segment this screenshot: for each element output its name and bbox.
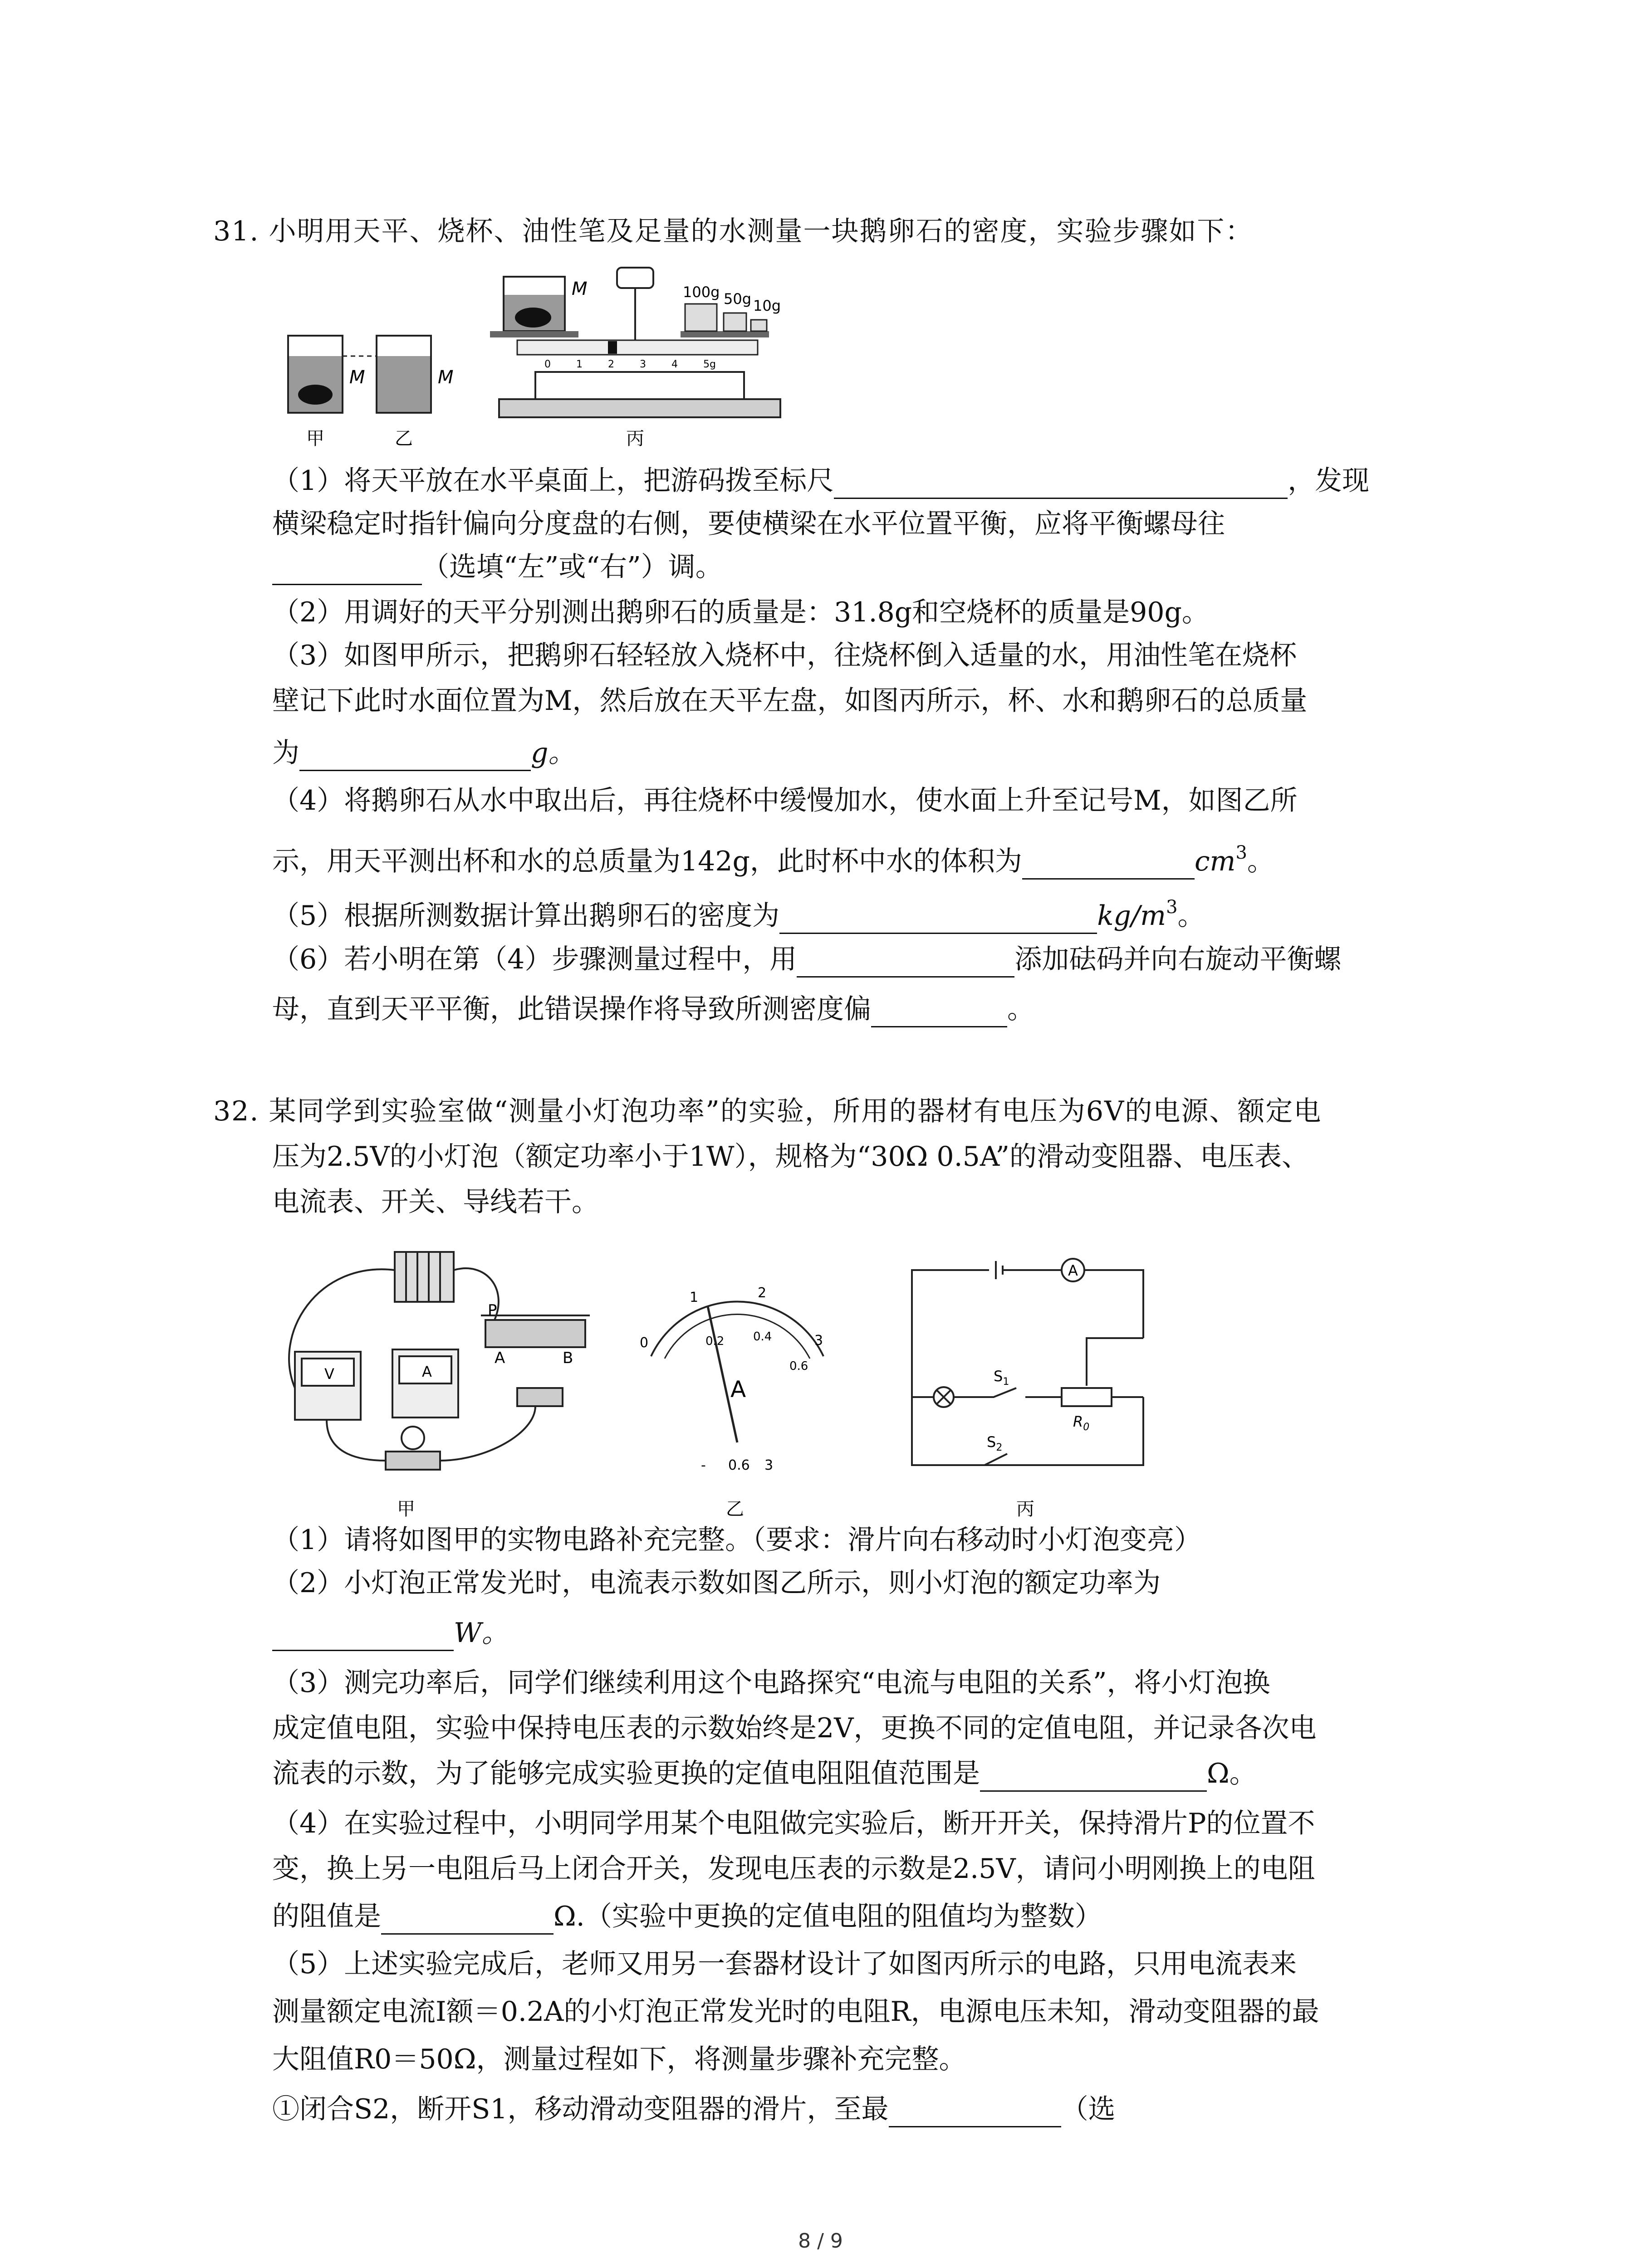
q32-part3-line3 [272, 1755, 1452, 1792]
q31-step3-text-d: g。 [531, 737, 576, 769]
scale-4: 4 [671, 359, 678, 370]
scale-2: 2 [608, 359, 614, 370]
q32-part2-text-b: W。 [454, 1617, 509, 1649]
terminal-b-label: B [563, 1349, 573, 1367]
fig32-jia-label: 甲 [397, 1499, 415, 1520]
dial-3: 3 [814, 1333, 823, 1349]
q31-step1-line3 [272, 549, 1452, 585]
weight-10g: 10g [753, 297, 781, 314]
q31-blank-2[interactable] [272, 555, 422, 585]
ammeter-dial-yi [640, 1285, 823, 1473]
fig31-yi-label: 乙 [395, 428, 413, 449]
q31-step1-line1 [272, 463, 1452, 499]
q32-part5-text-c: 大阻值R0＝50Ω，测量过程如下，将测量步骤补充完整。 [272, 2043, 966, 2075]
q31-step6-line2 [272, 991, 1452, 1027]
q31-unit-cm-sup: 3 [1235, 842, 1247, 863]
q31-step4-text-d: 。 [1247, 846, 1274, 877]
q31-step3-text-b: 壁记下此时水面位置为M，然后放在天平左盘，如图丙所示，杯、水和鹅卵石的总质量 [272, 685, 1308, 717]
scale-0: 0 [544, 359, 551, 370]
dial-0.6: 0.6 [789, 1359, 808, 1373]
q31-step3-line2 [272, 683, 1452, 719]
schematic-ammeter-label: A [1068, 1262, 1078, 1279]
q31-unit-kgm-sup: 3 [1166, 897, 1178, 918]
fig31-jia-label: 甲 [306, 428, 324, 449]
ammeter-terminal-3: 3 [764, 1457, 774, 1473]
q31-blank-7[interactable] [871, 997, 1007, 1027]
q32-part4-text-c: 的阻值是 [272, 1901, 381, 1932]
circuit-bing [912, 1259, 1143, 1465]
q31-step4-text-a: （4）将鹅卵石从水中取出后，再往烧杯中缓慢加水，使水面上升至记号M，如图乙所 [272, 785, 1298, 816]
ammeter-label: A [422, 1363, 432, 1380]
dial-0.4: 0.4 [753, 1330, 772, 1344]
q32-stem-text-1: 某同学到实验室做“测量小灯泡功率”的实验，所用的器材有电压为6V的电源、额定电 [269, 1095, 1322, 1127]
q31-figure [281, 259, 848, 454]
q32-part2-line1 [272, 1565, 1452, 1601]
q32-stem-line1 [213, 1093, 1322, 1129]
balance-bing [490, 268, 781, 417]
circuit-jia [289, 1252, 590, 1470]
scale-1: 1 [576, 359, 583, 370]
switch-s2-label: $S_2$ [987, 1433, 1003, 1453]
q31-step5-text-c: 。 [1177, 900, 1205, 932]
fig31-bing-label: 丙 [626, 428, 644, 449]
fig32-yi-label: 乙 [726, 1499, 744, 1520]
q31-step6-line1 [272, 941, 1452, 978]
resistor-r0-label: $R_0$ [1073, 1413, 1090, 1433]
q32-part5-line2 [272, 1994, 1452, 2030]
terminal-a-label: A [495, 1349, 505, 1367]
q31-step5-text-a: （5）根据所测数据计算出鹅卵石的密度为 [272, 900, 780, 932]
q31-unit-kgm: kg/m [1097, 900, 1166, 932]
q31-step1-text-d: （选填“左”或“右”）调。 [422, 551, 723, 583]
q31-step5 [272, 889, 1452, 934]
q32-stem-text-3: 电流表、开关、导线若干。 [272, 1186, 599, 1218]
dial-unit-a: A [730, 1376, 746, 1403]
q31-step6-text-a: （6）若小明在第（4）步骤测量过程中，用 [272, 943, 797, 975]
q31-blank-5[interactable] [779, 904, 1097, 934]
scale-5: 5g [703, 359, 716, 370]
fig32-bing-label: 丙 [1016, 1499, 1034, 1520]
q31-blank-1[interactable] [834, 469, 1288, 499]
q32-part3-line2 [272, 1710, 1452, 1746]
q31-step3-line1 [272, 637, 1452, 674]
q31-unit-cm: cm [1194, 846, 1236, 877]
q31-step6-text-b: 添加砝码并向右旋动平衡螺 [1014, 943, 1342, 975]
scale-3: 3 [640, 359, 646, 370]
switch-s1-label: $S_1$ [994, 1368, 1009, 1388]
voltmeter-label: V [324, 1365, 334, 1383]
q32-part3-text-b: 成定值电阻，实验中保持电压表的示数始终是2V，更换不同的定值电阻，并记录各次电 [272, 1712, 1317, 1744]
q32-part1-text: （1）请将如图甲的实物电路补充完整。（要求：滑片向右移动时小灯泡变亮） [272, 1524, 1202, 1556]
dial-1: 1 [690, 1290, 699, 1305]
q32-part4-text-d: Ω.（实验中更换的定值电阻的阻值均为整数） [554, 1901, 1102, 1932]
q31-step4-line2 [272, 835, 1452, 880]
mark-m-bing: M [572, 279, 588, 299]
weight-50g: 50g [724, 290, 752, 308]
slider-p-label: P [488, 1301, 497, 1320]
q31-step3-text-a: （3）如图甲所示，把鹅卵石轻轻放入烧杯中，往烧杯倒入适量的水，用油性笔在烧杯 [272, 640, 1297, 671]
q31-step3-line3 [272, 735, 1452, 771]
beaker-yi [377, 336, 454, 413]
q32-stem-line3 [272, 1184, 1452, 1220]
q32-part3-line1 [272, 1665, 1452, 1701]
beaker-jia [288, 336, 365, 413]
q31-number: 31. [213, 215, 260, 247]
q32-stem-line2 [272, 1139, 1452, 1175]
q31-blank-4[interactable] [1022, 849, 1195, 880]
q31-step6-text-c: 母，直到天平平衡，此错误操作将导致所测密度偏 [272, 993, 871, 1025]
mark-m-yi: M [438, 367, 454, 388]
weight-100g: 100g [683, 284, 720, 301]
q31-step1-line2 [272, 506, 1452, 542]
q31-blank-3[interactable] [299, 741, 531, 771]
q32-part5-line1 [272, 1946, 1452, 1982]
q31-step2-text: （2）用调好的天平分别测出鹅卵石的质量是：31.8g和空烧杯的质量是90g。 [272, 596, 1209, 628]
q32-part6-line1 [272, 2091, 1452, 2127]
q31-step1-text-b: ，发现 [1288, 465, 1370, 497]
q31-step1-text-c: 横梁稳定时指针偏向分度盘的右侧，要使横梁在水平位置平衡，应将平衡螺母往 [272, 508, 1225, 540]
q32-part4-line3 [272, 1898, 1452, 1935]
q32-part4-text-b: 变，换上另一电阻后马上闭合开关，发现电压表的示数是2.5V，请问小明刚换上的电阻 [272, 1853, 1315, 1885]
dial-0.2: 0.2 [705, 1334, 725, 1348]
q32-part2-text-a: （2）小灯泡正常发光时，电流表示数如图乙所示，则小灯泡的额定功率为 [272, 1567, 1161, 1599]
q32-part6-text-b: （选 [1061, 2093, 1116, 2125]
q31-step4-line1 [272, 782, 1452, 819]
q32-part3-text-d: Ω。 [1207, 1758, 1257, 1789]
q32-part3-text-a: （3）测完功率后，同学们继续利用这个电路探究“电流与电阻的关系”，将小灯泡换 [272, 1667, 1270, 1699]
q32-blank-2[interactable] [980, 1761, 1207, 1792]
q32-part6-text-a: ①闭合S2，断开S1，移动滑动变阻器的滑片，至最 [272, 2093, 889, 2125]
q31-stem [213, 213, 1254, 249]
q32-stem-text-2: 压为2.5V的小灯泡（额定功率小于1W），规格为“30Ω 0.5A”的滑动变阻器、电压表、 [272, 1141, 1309, 1173]
q31-step4-text-b: 示，用天平测出杯和水的总质量为142g，此时杯中水的体积为 [272, 846, 1022, 877]
mark-m-jia: M [349, 367, 365, 388]
q32-figure [281, 1243, 1166, 1533]
dial-0: 0 [640, 1335, 649, 1351]
q32-blank-3[interactable] [381, 1904, 554, 1935]
q32-part2-line2 [272, 1615, 1452, 1651]
page-number: 8 / 9 [798, 2229, 843, 2253]
q31-step2 [272, 594, 1452, 631]
dial-2: 2 [758, 1285, 767, 1301]
q31-step3-text-c: 为 [272, 737, 299, 769]
q32-part5-text-b: 测量额定电流I额＝0.2A的小灯泡正常发光时的电阻R，电源电压未知，滑动变阻器的最 [272, 1996, 1319, 2028]
ammeter-terminal-neg: - [701, 1457, 706, 1473]
q31-stem-text: 小明用天平、烧杯、油性笔及足量的水测量一块鹅卵石的密度，实验步骤如下： [269, 215, 1254, 247]
q32-part5-line3 [272, 2041, 1452, 2077]
q32-part4-line1 [272, 1805, 1452, 1842]
q32-part1 [272, 1522, 1452, 1558]
q32-part4-text-a: （4）在实验过程中，小明同学用某个电阻做完实验后，断开开关，保持滑片P的位置不 [272, 1808, 1315, 1839]
q32-part4-line2 [272, 1851, 1452, 1887]
q32-number: 32. [213, 1095, 260, 1127]
q32-part5-text-a: （5）上述实验完成后，老师又用另一套器材设计了如图丙所示的电路，只用电流表来 [272, 1948, 1297, 1980]
ammeter-terminal-06: 0.6 [728, 1457, 750, 1473]
q32-blank-1[interactable] [272, 1621, 454, 1651]
q31-step6-text-d: 。 [1007, 993, 1034, 1025]
q31-step1-text-a: （1）将天平放在水平桌面上，把游码拨至标尺 [272, 465, 834, 497]
q32-blank-4[interactable] [889, 2097, 1061, 2127]
q31-blank-6[interactable] [797, 947, 1014, 978]
q32-part3-text-c: 流表的示数，为了能够完成实验更换的定值电阻阻值范围是 [272, 1758, 980, 1789]
